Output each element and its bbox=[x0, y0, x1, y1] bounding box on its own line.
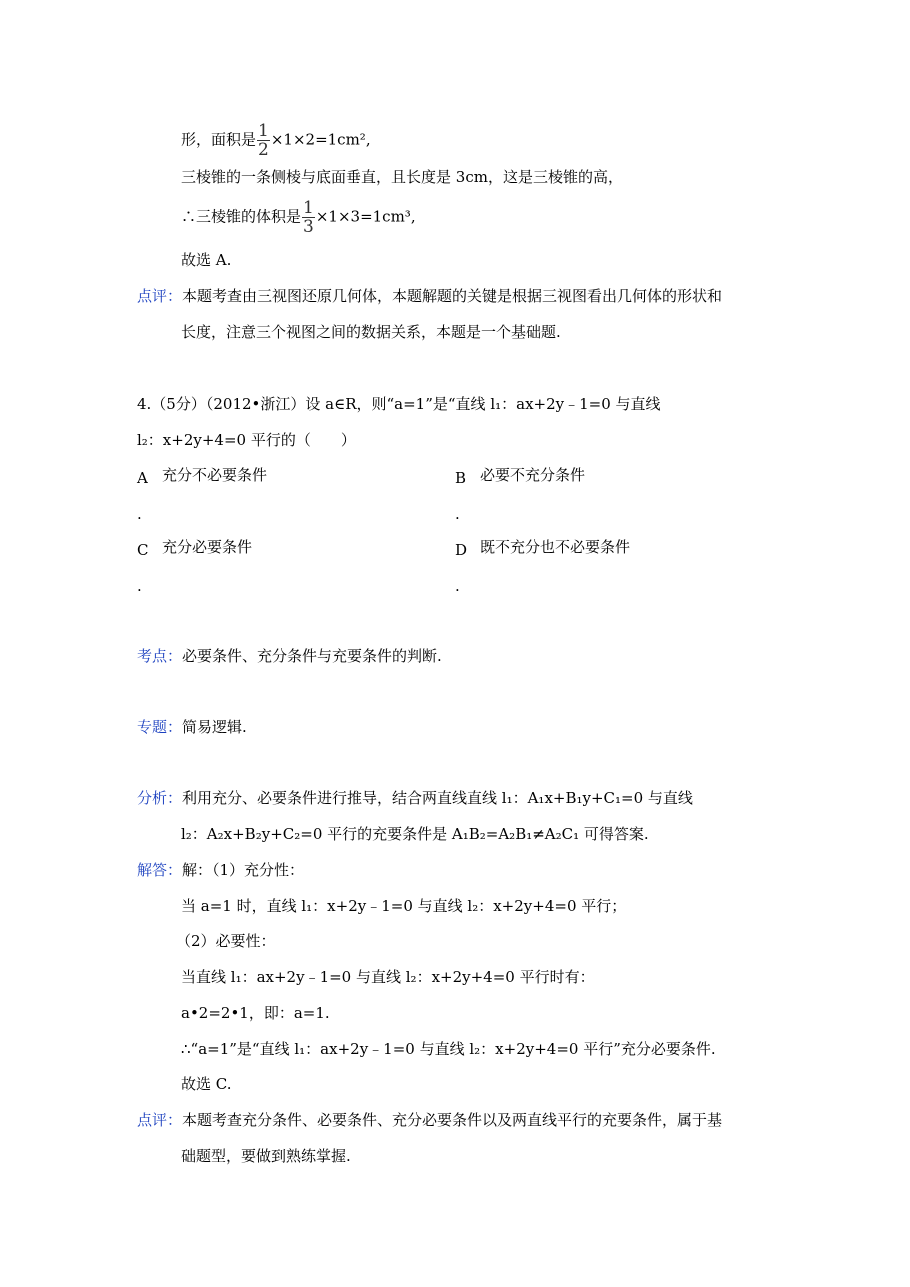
fenxi-tag: 分析： bbox=[137, 789, 183, 807]
option-dot: . bbox=[137, 505, 142, 523]
option-dot: . bbox=[137, 577, 142, 595]
area-line: 形，面积是 $\frac{1}{2}$ ×1×2=1cm², bbox=[181, 121, 371, 160]
kaodian-tag: 考点： bbox=[137, 647, 183, 665]
option-letter: D bbox=[455, 541, 468, 559]
comment-tag: 点评： bbox=[137, 287, 183, 305]
solution-line-6: ∴“a=1”是“直线 l₁：ax+2y﹣1=0 与直线 l₂：x+2y+4=0 平行”充分必要条件. bbox=[181, 1040, 716, 1058]
analysis-line-1: 分析：利用充分、必要条件进行推导，结合两直线直线 l₁：A₁x+B₁y+C₁=0 与直线 bbox=[137, 789, 693, 807]
comment-line-2: 长度，注意三个视图之间的数据关系，本题是一个基础题. bbox=[181, 323, 561, 341]
height-line: 三棱锥的一条侧棱与底面垂直，且长度是 3cm，这是三棱锥的高， bbox=[181, 168, 623, 186]
option-dot: . bbox=[455, 505, 460, 523]
jieda-tag: 解答： bbox=[137, 861, 183, 879]
review-tag: 点评： bbox=[137, 1111, 183, 1129]
review-line-1: 点评：本题考查充分条件、必要条件、充分必要条件以及两直线平行的充要条件，属于基 bbox=[137, 1111, 723, 1129]
option-text: 充分不必要条件 bbox=[162, 466, 268, 484]
solution-line-3: （2）必要性： bbox=[176, 932, 276, 950]
option-letter: B bbox=[455, 469, 467, 487]
option-c bbox=[137, 538, 253, 560]
option-d bbox=[455, 538, 631, 560]
option-b bbox=[455, 466, 586, 488]
option-dot: . bbox=[455, 577, 460, 595]
answer-choice-a: 故选 A. bbox=[181, 251, 232, 269]
volume-line: ∴三棱锥的体积是 $\frac{1}{3}$ ×1×3=1cm³, bbox=[181, 198, 416, 237]
solution-line-5: a•2=2•1，即：a=1. bbox=[181, 1004, 330, 1022]
option-a bbox=[137, 466, 268, 488]
fraction-one-third: $\frac{1}{3}$ bbox=[303, 198, 314, 237]
knowledge-point: 考点：必要条件、充分条件与充要条件的判断. bbox=[137, 647, 442, 665]
option-text: 必要不充分条件 bbox=[480, 466, 586, 484]
fraction-one-half: $\frac{1}{2}$ bbox=[258, 121, 269, 160]
review-line-2: 础题型，要做到熟练掌握. bbox=[181, 1147, 351, 1165]
topic: 专题：简易逻辑. bbox=[137, 718, 247, 736]
question-stem-1: 4.（5分）（2012•浙江）设 a∈R，则“a=1”是“直线 l₁：ax+2y﹣1=0 与直线 bbox=[137, 395, 661, 413]
option-letter: C bbox=[137, 541, 149, 559]
solution-line-4: 当直线 l₁：ax+2y﹣1=0 与直线 l₂：x+2y+4=0 平行时有： bbox=[181, 968, 595, 986]
option-text: 充分必要条件 bbox=[162, 538, 253, 556]
solution-line-1: 解答：解：（1）充分性： bbox=[137, 861, 305, 879]
solution-line-7: 故选 C. bbox=[181, 1075, 232, 1093]
solution-line-2: 当 a=1 时，直线 l₁：x+2y﹣1=0 与直线 l₂：x+2y+4=0 平行； bbox=[181, 897, 627, 915]
question-stem-2: l₂：x+2y+4=0 平行的（ ） bbox=[137, 431, 356, 449]
comment-line-1: 点评：本题考查由三视图还原几何体，本题解题的关键是根据三视图看出几何体的形状和 bbox=[137, 287, 723, 305]
option-text: 既不充分也不必要条件 bbox=[480, 538, 631, 556]
option-letter: A bbox=[137, 469, 148, 487]
analysis-line-2: l₂：A₂x+B₂y+C₂=0 平行的充要条件是 A₁B₂=A₂B₁≠A₂C₁ 可得答案. bbox=[181, 825, 649, 843]
zhuanti-tag: 专题： bbox=[137, 718, 183, 736]
